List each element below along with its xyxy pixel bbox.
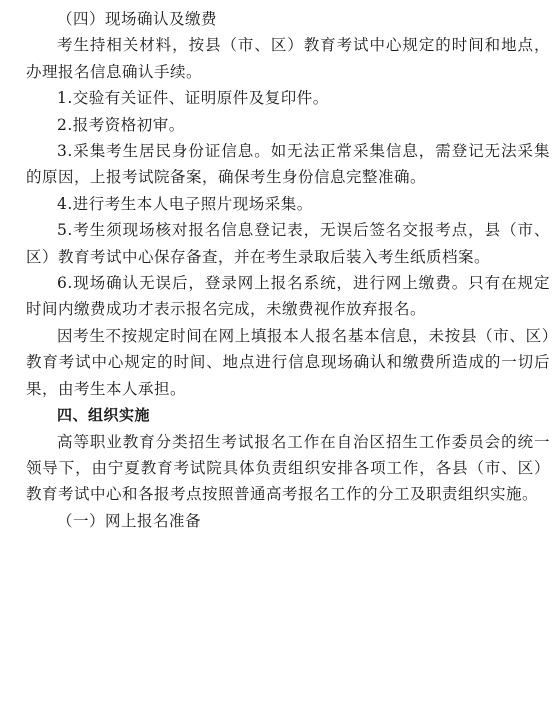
list-item-2: 2.报考资格初审。 bbox=[57, 115, 185, 134]
section-subheading-online-registration: （一）网上报名准备 bbox=[57, 511, 202, 530]
list-item-4: 4.进行考生本人电子照片现场采集。 bbox=[57, 194, 313, 213]
section-subheading-on-site-confirmation: （四）现场确认及缴费 bbox=[57, 10, 218, 28]
section-heading-organization: 四、组织实施 bbox=[57, 406, 151, 425]
list-item-5: 5.考生须现场核对报名信息登记表，无误后签名交报考点，县（市、区）教育考试中心保存备查，并在考生录取后装入考生纸质档案。 bbox=[26, 221, 550, 266]
paragraph-intro: 考生持相关材料，按县（市、区）教育考试中心规定的时间和地点，办理报名信息确认手续。 bbox=[26, 36, 550, 81]
list-item-6: 6.现场确认无误后，登录网上报名系统，进行网上缴费。只有在规定时间内缴费成功才表示报名完成，未缴费视作放弃报名。 bbox=[26, 274, 550, 319]
paragraph-consequences: 因考生不按规定时间在网上填报本人报名基本信息，未按县（市、区）教育考试中心规定的时间、地点进行信息现场确认和缴费所造成的一切后果，由考生本人承担。 bbox=[26, 326, 550, 398]
list-item-3: 3.采集考生居民身份证信息。如无法正常采集信息，需登记无法采集的原因，上报考试院备案，确保考生身份信息完整准确。 bbox=[26, 142, 550, 187]
paragraph-organization: 高等职业教育分类招生考试报名工作在自治区招生工作委员会的统一领导下，由宁夏教育考试院具体负责组织安排各项工作，各县（市、区）教育考试中心和各报考点按照普通高考报名工作的分工及职责组织实施。 bbox=[26, 432, 550, 504]
list-item-1: 1.交验有关证件、证明原件及复印件。 bbox=[57, 89, 329, 108]
document-page bbox=[26, 6, 550, 534]
